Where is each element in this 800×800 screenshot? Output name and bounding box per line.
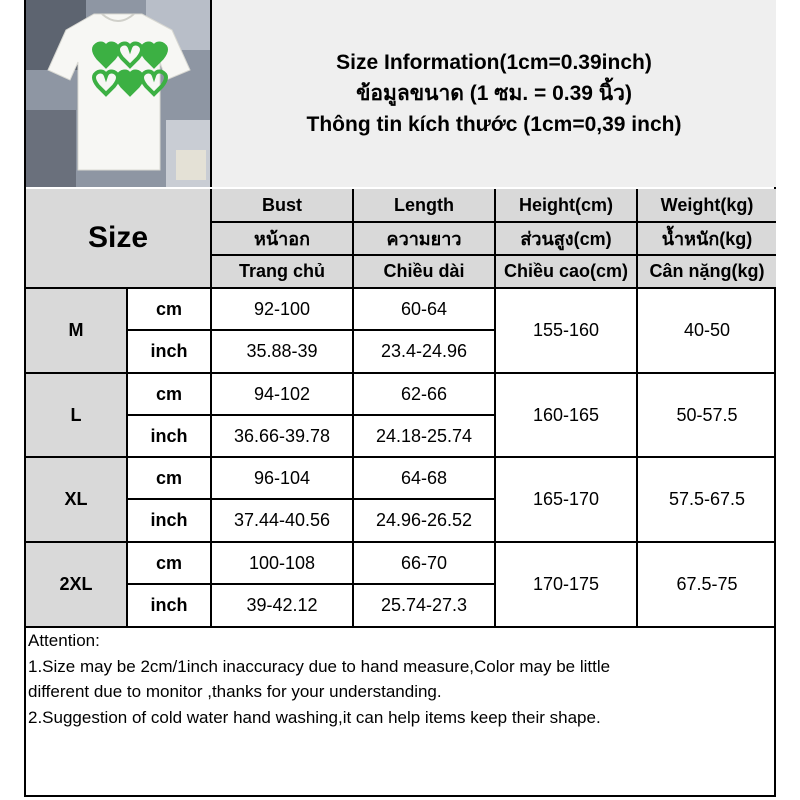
bust-cm-cell: 100-108 (212, 543, 354, 585)
size-chart-sheet (24, 0, 776, 797)
unit-inch-cell: inch (128, 585, 212, 628)
height-cell: 155-160 (496, 289, 638, 374)
unit-inch-cell: inch (128, 331, 212, 374)
col-length-vi: Chiều dài (354, 256, 496, 289)
attention-notes (26, 628, 768, 730)
col-length-th: ความยาว (354, 223, 496, 256)
title-vietnamese: Thông tin kích thước (1cm=0,39 inch) (306, 113, 682, 136)
bust-inch-cell: 39-42.12 (212, 585, 354, 628)
length-inch-cell: 24.96-26.52 (354, 500, 496, 543)
weight-cell: 50-57.5 (638, 374, 776, 458)
col-bust-th: หน้าอก (212, 223, 354, 256)
size-cell: L (26, 374, 128, 458)
unit-cm-cell: cm (128, 458, 212, 500)
bust-inch-cell: 37.44-40.56 (212, 500, 354, 543)
size-header-cell: Size (26, 189, 212, 289)
product-photo (26, 0, 212, 187)
col-bust-en: Bust (212, 189, 354, 223)
title-english: Size Information(1cm=0.39inch) (336, 51, 652, 74)
unit-cm-cell: cm (128, 374, 212, 416)
weight-cell: 57.5-67.5 (638, 458, 776, 543)
bust-cm-cell: 94-102 (212, 374, 354, 416)
col-height-th: ส่วนสูง(cm) (496, 223, 638, 256)
attention-line: 2.Suggestion of cold water hand washing,it can help items keep their shape. (28, 707, 601, 727)
col-weight-th: น้ำหนัก(kg) (638, 223, 776, 256)
bust-inch-cell: 36.66-39.78 (212, 416, 354, 458)
length-inch-cell: 23.4-24.96 (354, 331, 496, 374)
title-thai: ข้อมูลขนาด (1 ซม. = 0.39 นิ้ว) (356, 82, 632, 105)
col-weight-en: Weight(kg) (638, 189, 776, 223)
weight-cell: 67.5-75 (638, 543, 776, 628)
weight-cell: 40-50 (638, 289, 776, 374)
bust-inch-cell: 35.88-39 (212, 331, 354, 374)
length-cm-cell: 62-66 (354, 374, 496, 416)
bust-cm-cell: 92-100 (212, 289, 354, 331)
header-section (26, 0, 776, 191)
title-block (212, 0, 776, 187)
attention-heading: Attention: (28, 631, 100, 650)
length-inch-cell: 25.74-27.3 (354, 585, 496, 628)
col-length-en: Length (354, 189, 496, 223)
height-cell: 165-170 (496, 458, 638, 543)
length-cm-cell: 60-64 (354, 289, 496, 331)
col-weight-vi: Cân nặng(kg) (638, 256, 776, 289)
length-cm-cell: 64-68 (354, 458, 496, 500)
length-inch-cell: 24.18-25.74 (354, 416, 496, 458)
size-cell: M (26, 289, 128, 374)
col-height-en: Height(cm) (496, 189, 638, 223)
height-cell: 170-175 (496, 543, 638, 628)
attention-line: different due to monitor ,thanks for your understanding. (28, 682, 442, 701)
length-cm-cell: 66-70 (354, 543, 496, 585)
attention-line: 1.Size may be 2cm/1inch inaccuracy due to hand measure,Color may be little (28, 656, 611, 676)
unit-cm-cell: cm (128, 289, 212, 331)
unit-inch-cell: inch (128, 500, 212, 543)
size-cell: XL (26, 458, 128, 543)
unit-inch-cell: inch (128, 416, 212, 458)
col-bust-vi: Trang chủ (212, 256, 354, 289)
bust-cm-cell: 96-104 (212, 458, 354, 500)
size-cell: 2XL (26, 543, 128, 628)
unit-cm-cell: cm (128, 543, 212, 585)
height-cell: 160-165 (496, 374, 638, 458)
col-height-vi: Chiều cao(cm) (496, 256, 638, 289)
tshirt-photo-illustration (26, 0, 210, 187)
